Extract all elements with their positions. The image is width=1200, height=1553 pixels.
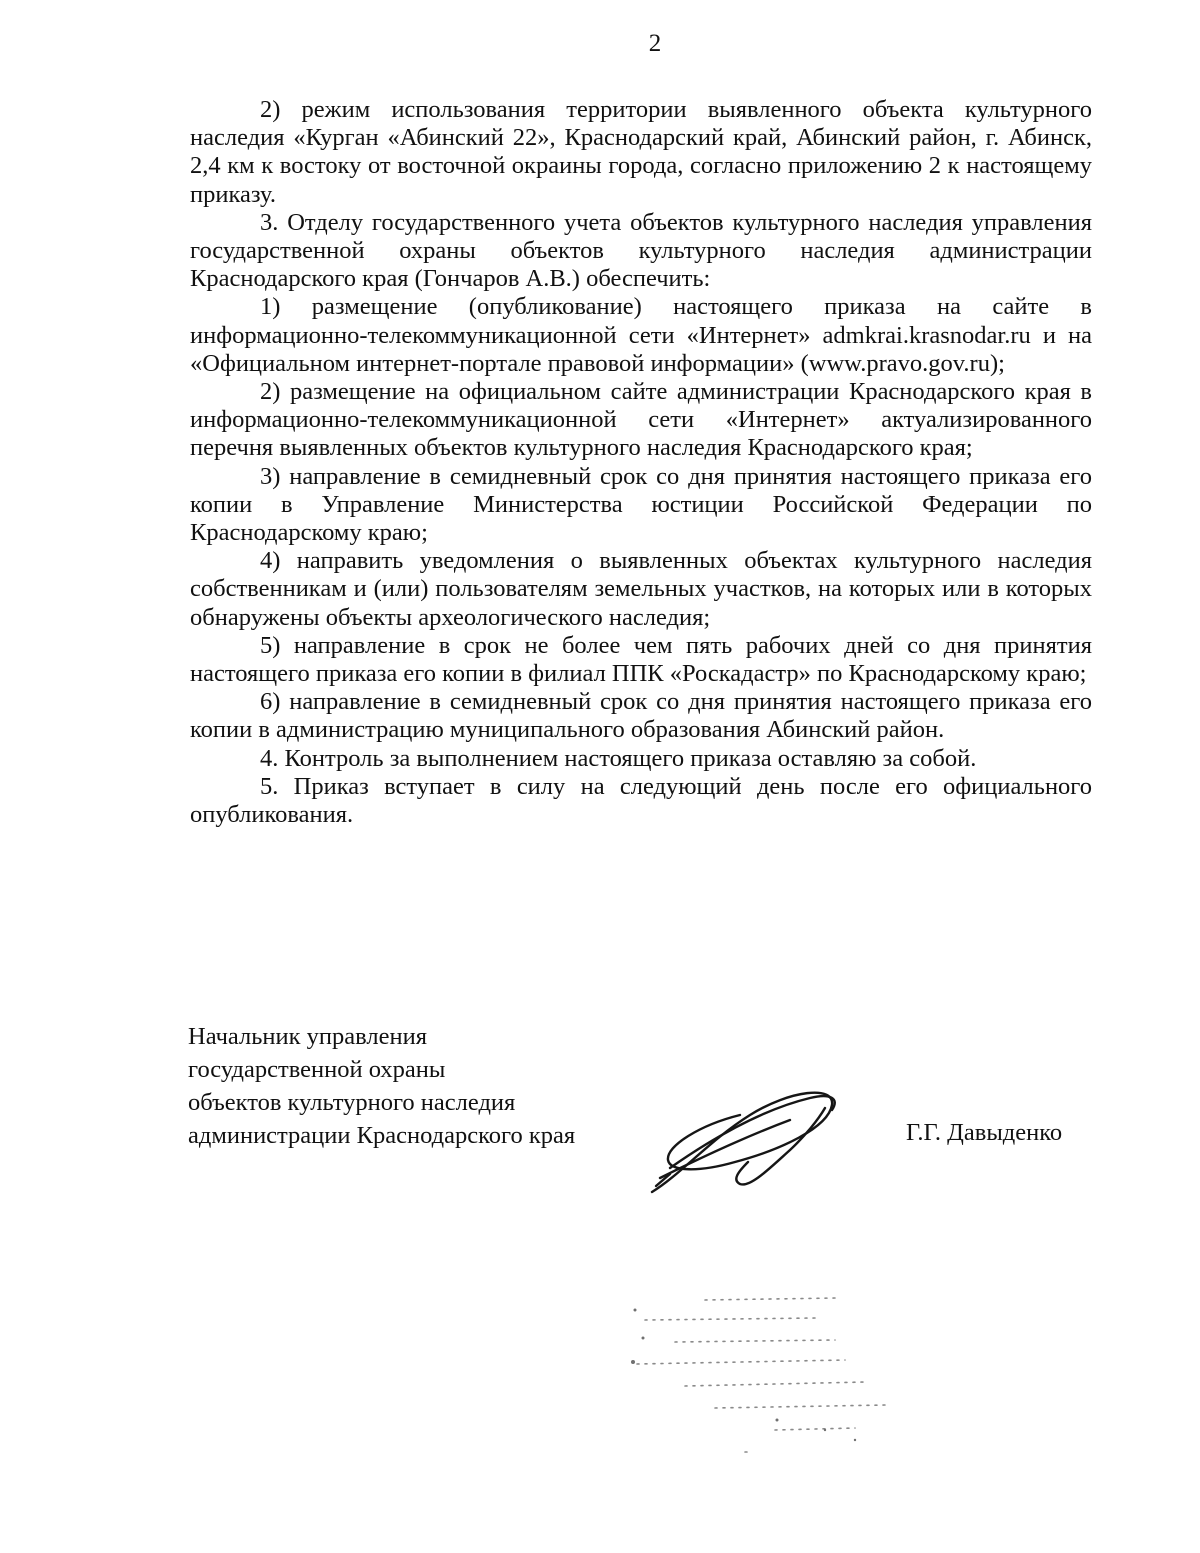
paragraph-territory-regime: 2) режим использования территории выявленного объекта культурного наследия «Курган «Абинский 22», Краснодарский край, Абинский район, г. Абинск, 2,4 км к востоку от восточной окраины города, согласно приложению 2 к настоящему приказу.	[190, 96, 1092, 208]
faded-stamp-icon	[625, 1290, 915, 1470]
paragraph-ministry-of-justice: 3) направление в семидневный срок со дня принятия настоящего приказа его копии в Управление Министерства юстиции Российской Федерации по Краснодарскому краю;	[190, 462, 1092, 547]
paragraph-control: 4. Контроль за выполнением настоящего приказа оставляю за собой.	[260, 744, 977, 772]
signatory-title-line: Начальник управления	[188, 1023, 427, 1050]
paragraph-notifications: 4) направить уведомления о выявленных объектах культурного наследия собственникам и (или) пользователям земельных участков, на которых или в которых обнаружены объекты археологического наследия;	[190, 547, 1092, 631]
signatory-name: Г.Г. Давыденко	[906, 1119, 1063, 1146]
signatory-title-line: объектов культурного наследия	[188, 1089, 516, 1116]
page-number: 2	[648, 30, 662, 57]
paragraph-site-placement: 2) размещение на официальном сайте администрации Краснодарского края в информационно-телекоммуникационной сети «Интернет» актуализированного перечня выявленных объектов культурного наследия Краснодарского края;	[190, 378, 1092, 462]
paragraph-entry-into-force: 5. Приказ вступает в силу на следующий день после его официального опубликования.	[190, 772, 1092, 829]
signatory-title-line: государственной охраны	[188, 1056, 446, 1083]
signatory-title-line: администрации Краснодарского края	[188, 1122, 576, 1149]
handwritten-signature-icon	[640, 1080, 850, 1195]
paragraph-accounting-department: 3. Отделу государственного учета объектов культурного наследия управления государственной охраны объектов культурного наследия администрации Краснодарского края (Гончаров А.В.) обеспечить:	[190, 208, 1092, 293]
document-body	[190, 96, 1092, 829]
signatory-title	[188, 1020, 575, 1152]
paragraph-roskadastr: 5) направление в срок не более чем пять рабочих дней со дня принятия настоящего приказа его копии в филиал ППК «Роскадастр» по Краснодарскому краю;	[190, 631, 1092, 688]
paragraph-publication: 1) размещение (опубликование) настоящего приказа на сайте в информационно-телекоммуникационной сети «Интернет» admkrai.krasnodar.ru и на «Официальном интернет-портале правовой информации» (www.pravo.gov.ru);	[190, 293, 1092, 377]
paragraph-municipal-administration: 6) направление в семидневный срок со дня принятия настоящего приказа его копии в администрацию муниципального образования Абинский район.	[190, 688, 1092, 744]
